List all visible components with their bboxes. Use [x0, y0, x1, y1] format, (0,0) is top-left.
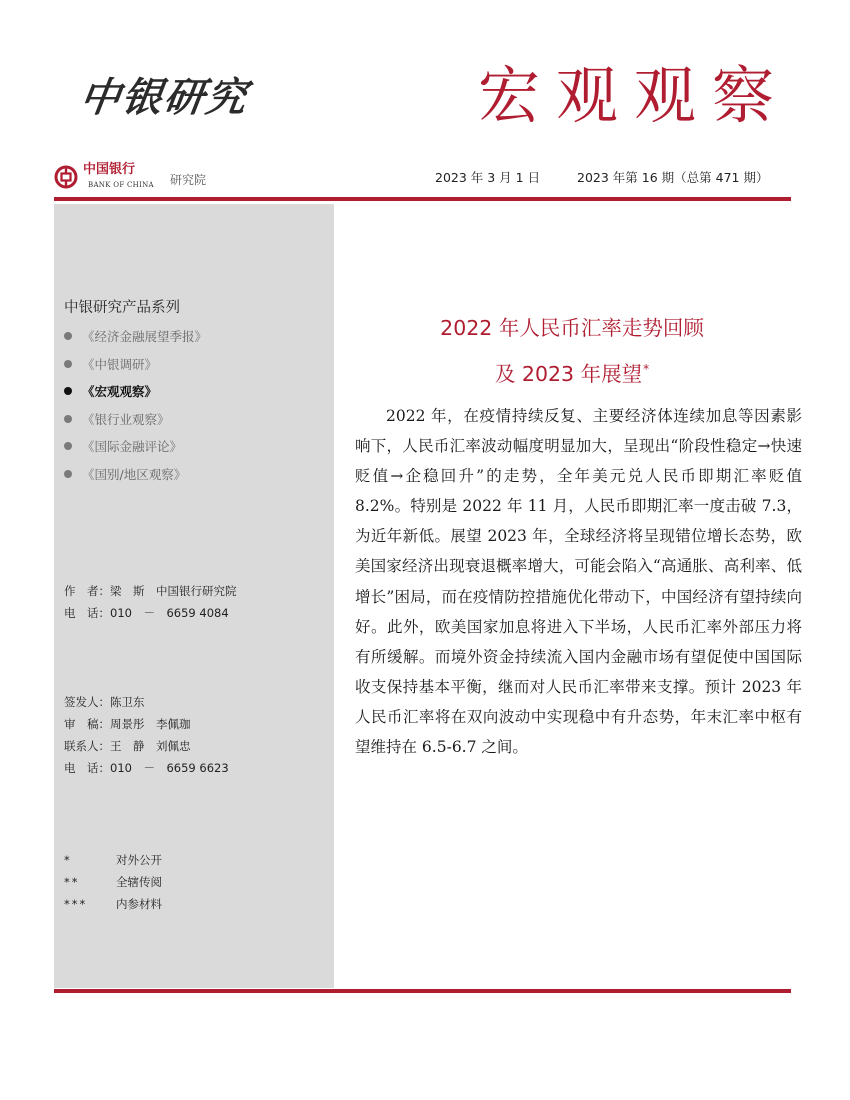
bank-name-cn: 中国银行 — [83, 162, 136, 177]
issue-number: 2023 年第 16 期（总第 471 期） — [577, 170, 769, 185]
series-item: 《银行业观察》 — [64, 409, 207, 437]
article-title-line1: 2022 年人民币汇率走势回顾 — [440, 316, 704, 340]
confidentiality-row: ** 全辖传阅 — [64, 875, 162, 889]
series-item: 《中银调研》 — [64, 354, 207, 382]
footer-divider — [54, 989, 791, 993]
series-heading: 中银研究产品系列 — [64, 300, 180, 316]
series-list — [64, 326, 207, 491]
series-item: 《国际金融评论》 — [64, 436, 207, 464]
department-label: 研究院 — [170, 173, 207, 187]
series-item: 《国别/地区观察》 — [64, 464, 207, 492]
bullet-icon — [64, 360, 72, 368]
series-item: 《经济金融展望季报》 — [64, 326, 207, 354]
article-title-line2: 及 2023 年展望* — [494, 362, 650, 386]
bank-of-china-logo-icon — [54, 165, 78, 189]
bullet-icon — [64, 387, 72, 395]
author-phone: 电 话：010 － 6659 4084 — [64, 606, 229, 620]
author-line: 作 者：梁 斯 中国银行研究院 — [64, 584, 237, 598]
bullet-icon — [64, 470, 72, 478]
article-body: 2022 年，在疫情持续反复、主要经济体连续加息等因素影响下，人民币汇率波动幅度明显加大，呈现出“阶段性稳定→快速贬值→企稳回升”的走势，全年美元兑人民币即期汇率贬值 8.2%。特别是 2022 年 11 月，人民币即期汇率一度击破 7.3，为近年新低。展望 2023 年，全球经济将呈现错位增长态势，欧美国家经济出现衰退概率增大，可能会陷入“高通胀、高利率、低增长”困局，而在疫情防控措施优化带动下，中国经济有望持续向好。此外，欧美国家加息将进入下半场，人民币汇率外部压力将有所缓解。而境外资金持续流入国内金融市场有望促使中国国际收支保持基本平衡，继而对人民币汇率带来支撑。预计 2023 年人民币汇率将在双向波动中实现稳中有升态势，年末汇率中枢有望维持在 6.5-6.7 之间。 — [355, 407, 802, 757]
signer-line: 签发人：陈卫东 — [64, 695, 145, 709]
bullet-icon — [64, 415, 72, 423]
bullet-icon — [64, 332, 72, 340]
contact-phone: 电 话：010 － 6659 6623 — [64, 761, 229, 775]
series-item-current: 《宏观观察》 — [64, 381, 207, 409]
reviewer-line: 审 稿：周景彤 李佩珈 — [64, 717, 191, 731]
confidentiality-legend — [64, 849, 162, 915]
bullet-icon — [64, 442, 72, 450]
issue-date: 2023 年 3 月 1 日 — [435, 170, 541, 185]
publication-title: 宏观观察 — [477, 59, 790, 132]
confidentiality-row: *** 内参材料 — [64, 897, 162, 911]
header-divider — [54, 197, 791, 201]
contact-line: 联系人：王 静 刘佩忠 — [64, 739, 191, 753]
footnote-mark: * — [643, 362, 650, 376]
brand-logo: 中银研究 — [76, 74, 252, 121]
confidentiality-row: * 对外公开 — [64, 853, 162, 867]
bank-name-en: BANK OF CHINA — [88, 181, 154, 189]
